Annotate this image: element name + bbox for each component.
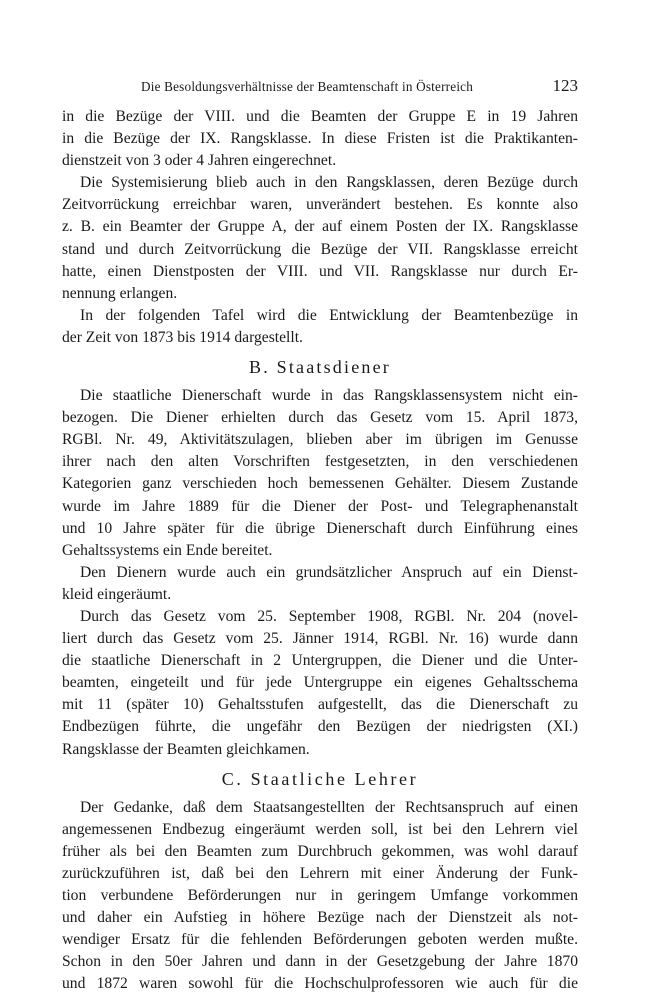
text-line: zurückzuführen ist, daß bei den Lehrern mit einer Änderung der Funk-: [62, 864, 578, 882]
body-text: [62, 106, 578, 995]
text-line: Schon in den 50er Jahren und dann in der Gesetzgebung der Jahre 1870: [62, 953, 578, 971]
section-heading-c: C. Staatliche Lehrer: [221, 768, 419, 789]
text-line: und daher ein Aufstieg in höhere Bezüge nach der Dienstzeit als not-: [62, 909, 578, 927]
text-line: Die staatliche Dienerschaft wurde in das Rangsklassensystem nicht ein-: [80, 387, 578, 405]
text-line: ihrer nach den alten Vorschriften festgesetzten, in den verschiedenen: [62, 453, 578, 471]
text-line: dienstzeit von 3 oder 4 Jahren eingerechnet.: [62, 152, 337, 170]
text-line: hatte, einen Dienstposten der VIII. und VII. Rangsklasse nur durch Er-: [62, 262, 578, 280]
text-line: wendiger Ersatz für die fehlenden Beförderungen geboten werden mußte.: [62, 931, 578, 949]
text-line: RGBl. Nr. 49, Aktivitätszulagen, blieben aber im übrigen im Genusse: [62, 431, 578, 449]
text-line: mit 11 (später 10) Gehaltsstufen aufgestellt, das die Dienerschaft zu: [62, 696, 578, 714]
text-line: Durch das Gesetz vom 25. September 1908, RGBl. Nr. 204 (novel-: [80, 607, 578, 625]
text-line: Zeitvorrückung erreichbar waren, unverändert bestehen. Es konnte also: [62, 196, 578, 214]
text-line: in die Bezüge der IX. Rangsklasse. In diese Fristen ist die Praktikanten-: [62, 130, 578, 148]
text-line: Der Gedanke, daß dem Staatsangestellten der Rechtsanspruch auf einen: [80, 798, 578, 816]
text-line: z. B. ein Beamter der Gruppe A, der auf einem Posten der IX. Rangsklasse: [62, 218, 578, 236]
section-heading-b: B. Staatsdiener: [249, 357, 391, 378]
text-line: kleid eingeräumt.: [62, 585, 172, 603]
running-head: [62, 76, 578, 98]
running-title: Die Besoldungsverhältnisse der Beamtenschaft in Österreich: [141, 79, 474, 94]
text-line: und 1872 waren sowohl für die Hochschulprofessoren wie auch für die: [62, 975, 578, 993]
text-line: Rangsklasse der Beamten gleichkamen.: [62, 740, 310, 758]
text-line: Den Dienern wurde auch ein grundsätzlicher Anspruch auf ein Dienst-: [80, 563, 578, 581]
text-line: der Zeit von 1873 bis 1914 dargestellt.: [62, 328, 303, 346]
text-line: die staatliche Dienerschaft in 2 Untergruppen, die Diener und die Unter-: [62, 652, 578, 670]
text-line: stand und durch Zeitvorrückung die Bezüge der VII. Rangsklasse erreicht: [62, 240, 578, 258]
text-line: wurde im Jahre 1889 für die Diener der Post- und Telegraphenanstalt: [62, 497, 578, 515]
page-number: 123: [552, 76, 578, 95]
text-line: früher als bei den Beamten zum Durchbruch gekommen, was wohl darauf: [62, 842, 578, 860]
text-line: Kategorien ganz verschieden hoch bemessenen Gehälter. Diesem Zustande: [62, 475, 578, 493]
text-line: bezogen. Die Diener erhielten durch das Gesetz vom 15. April 1873,: [62, 409, 578, 427]
text-line: Die Systemisierung blieb auch in den Rangsklassen, deren Bezüge durch: [80, 174, 578, 192]
text-line: in die Bezüge der VIII. und die Beamten der Gruppe E in 19 Jahren: [62, 108, 578, 125]
text-line: Endbezügen führte, die ungefähr den Bezügen der niedrigsten (XI.): [62, 718, 578, 736]
text-line: beamten, eingeteilt und für jede Untergruppe ein eigenes Gehaltsschema: [62, 674, 578, 692]
text-line: tion verbundene Beförderungen nur in geringem Umfange vorkommen: [62, 887, 578, 904]
text-line: liert durch das Gesetz vom 25. Jänner 1914, RGBl. Nr. 16) wurde dann: [62, 630, 578, 648]
text-line: und 10 Jahre später für die übrige Dienerschaft durch Einführung eines: [62, 519, 578, 537]
text-line: In der folgenden Tafel wird die Entwicklung der Beamtenbezüge in: [80, 306, 578, 324]
text-line: angemessenen Endbezug eingeräumt werden soll, ist bei den Lehrern viel: [62, 820, 578, 838]
text-line: Gehaltssystems ein Ende bereitet.: [62, 541, 273, 559]
text-line: nennung erlangen.: [62, 284, 178, 302]
